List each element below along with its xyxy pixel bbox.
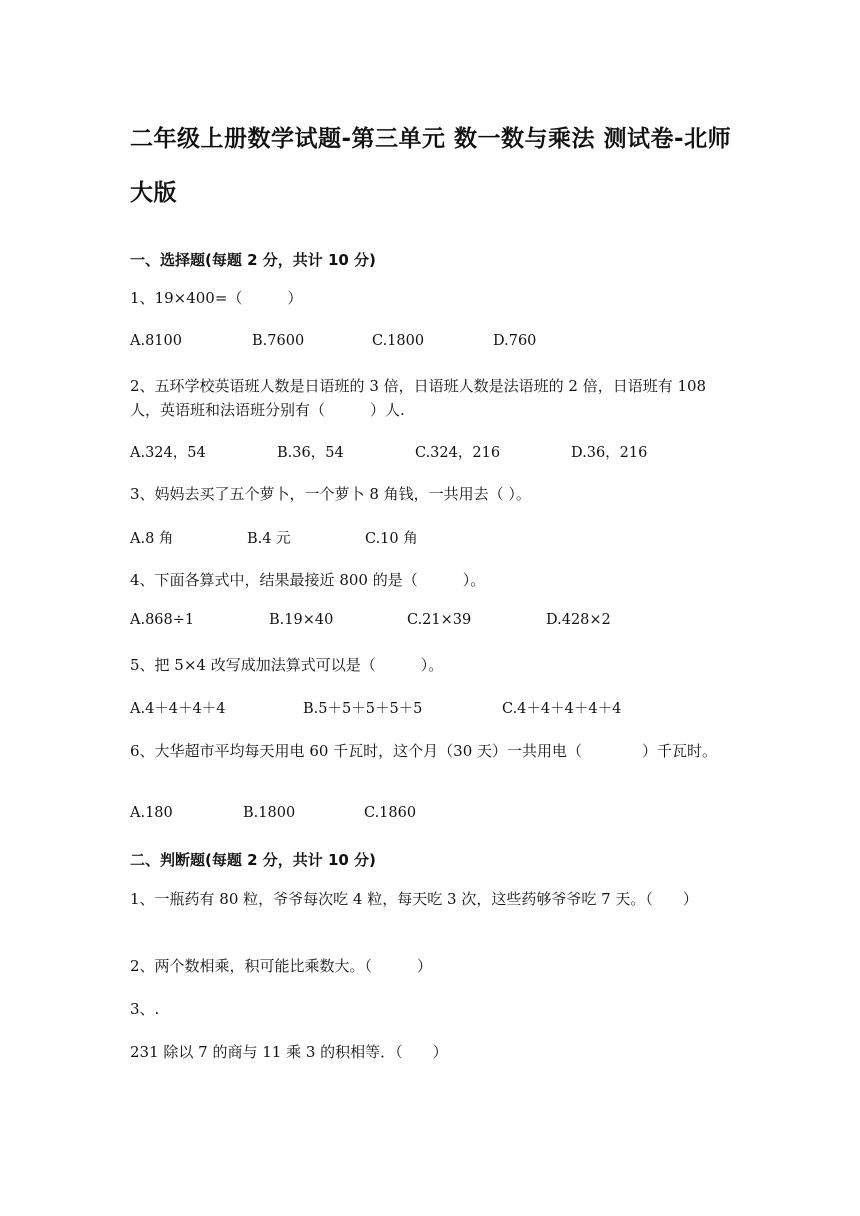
option-d: D.428×2 <box>546 612 611 628</box>
question-text: 4、下面各算式中，结果最接近 800 的是（ ）。 <box>130 571 486 589</box>
option-a: A.8100 <box>130 333 182 349</box>
option-c: C.324，216 <box>415 445 501 461</box>
document-title: 二年级上册数学试题-第三单元 数一数与乘法 测试卷-北师大版 <box>130 126 732 206</box>
option-a: A.324，54 <box>130 445 206 461</box>
option-d: D.760 <box>493 333 537 349</box>
option-b: B.5＋5＋5＋5＋5 <box>303 701 423 717</box>
question-text: 1、一瓶药有 80 粒，爷爷每次吃 4 粒，每天吃 3 次，这些药够爷爷吃 7 天。（ ） <box>130 890 698 908</box>
section-heading-choice: 一、选择题(每题 2 分，共计 10 分) <box>130 251 376 269</box>
option-c: C.1860 <box>364 805 417 821</box>
question-options <box>130 805 730 827</box>
option-c: C.4＋4＋4＋4＋4 <box>502 701 622 717</box>
section-heading-true-false: 二、判断题(每题 2 分，共计 10 分) <box>130 851 376 869</box>
question-text: 3、. <box>130 1000 160 1018</box>
option-b: B.1800 <box>243 805 296 821</box>
question-text: 3、妈妈去买了五个萝卜，一个萝卜 8 角钱，一共用去（ ）。 <box>130 485 531 503</box>
question-text: 2、五环学校英语班人数是日语班的 3 倍，日语班人数是法语班的 2 倍，日语班有 108 人，英语班和法语班分别有（ ）人. <box>130 377 707 419</box>
option-a: A.180 <box>130 805 173 821</box>
question-text: 5、把 5×4 改写成加法算式可以是（ ）。 <box>130 656 444 674</box>
option-a: A.8 角 <box>130 531 174 547</box>
option-b: B.19×40 <box>269 612 334 628</box>
question-text: 1、19×400=（ ） <box>130 289 303 307</box>
question-options <box>130 441 730 463</box>
option-b: B.36，54 <box>277 445 344 461</box>
option-b: B.4 元 <box>247 531 291 547</box>
option-b: B.7600 <box>252 333 305 349</box>
option-d: D.36，216 <box>571 445 648 461</box>
question-text: 231 除以 7 的商与 11 乘 3 的积相等．（ ） <box>130 1043 448 1061</box>
question-options <box>130 333 730 355</box>
question-options <box>130 612 730 634</box>
option-c: C.21×39 <box>407 612 472 628</box>
option-a: A.4＋4＋4＋4 <box>130 701 226 717</box>
option-c: C.10 角 <box>365 531 418 547</box>
question-options <box>130 697 730 719</box>
question-text: 6、大华超市平均每天用电 60 千瓦时，这个月（30 天）一共用电（ ）千瓦时。 <box>130 742 718 760</box>
question-text: 2、两个数相乘，积可能比乘数大。（ ） <box>130 957 433 975</box>
question-options <box>130 527 730 549</box>
option-a: A.868÷1 <box>130 612 195 628</box>
option-c: C.1800 <box>372 333 425 349</box>
